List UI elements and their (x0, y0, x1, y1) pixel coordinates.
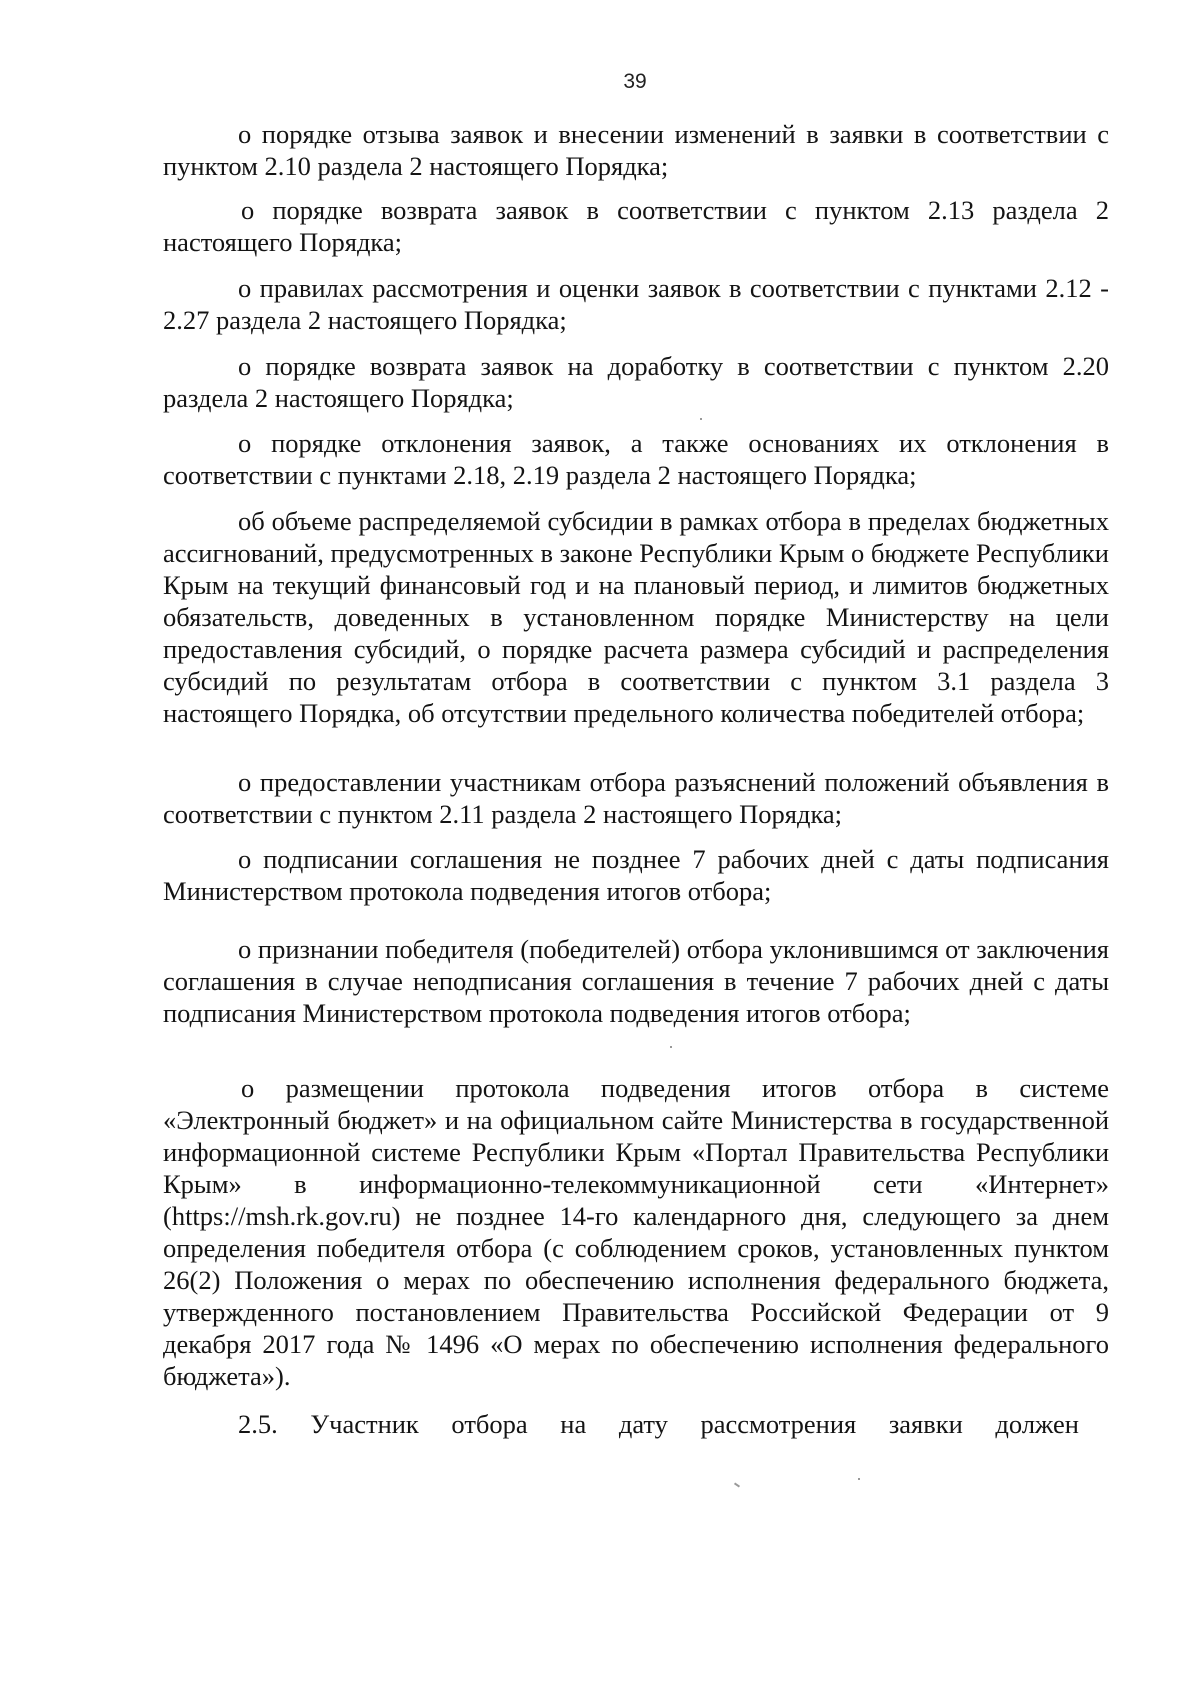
scan-speck (700, 418, 702, 420)
paragraph-2-5: 2.5. Участник отбора на дату рассмотрения заявки должен (238, 1409, 1079, 1439)
scan-speck (734, 1482, 740, 1487)
paragraph-rejection: о порядке отклонения заявок, а также основаниях их отклонения в соответствии с пунктами 2.18, 2.19 раздела 2 настоящего Порядка; (163, 428, 1109, 490)
paragraph-agreement-signing: о подписании соглашения не позднее 7 рабочих дней с даты подписания Министерством протокола подведения итогов отбора; (163, 844, 1109, 906)
paragraph-subsidy-volume: об объеме распределяемой субсидии в рамках отбора в пределах бюджетных ассигнований, предусмотренных в законе Республики Крым о бюджете Республики Крым на текущий финансовый год и на плановый период, и лимитов бюджетных обязательств, доведенных в установленном порядке Министерству на цели предоставления субсидий, о порядке расчета размера субсидий и распределения субсидий по результатам отбора в соответствии с пунктом 3.1 раздела 3 настоящего Порядка, об отсутствии предельного количества победителей отбора; (163, 506, 1109, 728)
paragraph-protocol-publication: о размещении протокола подведения итогов отбора в системе «Электронный бюджет» и на официальном сайте Министерства в государственной информационной системе Республики Крым «Портал Правительства Республики Крым» в информационно-телекоммуникационной сети «Интернет» (https://msh.rk.gov.ru) не позднее 14-го календарного дня, следующего за днем определения победителя отбора (с соблюдением сроков, установленных пунктом 26(2) Положения о мерах по обеспечению исполнения федерального бюджета, утвержденного постановлением Правительства Российской Федерации от 9 декабря 2017 года № 1496 «О мерах по обеспечению исполнения федерального бюджета»). (163, 1073, 1109, 1391)
paragraph-evasion: о признании победителя (победителей) отбора уклонившимся от заключения соглашения в случае неподписания соглашения в течение 7 рабочих дней с даты подписания Министерством протокола подведения итогов отбора; (163, 934, 1109, 1028)
scan-speck (670, 1046, 672, 1048)
paragraph-review-rules: о правилах рассмотрения и оценки заявок в соответствии с пунктами 2.12 - 2.27 раздела 2 настоящего Порядка; (163, 273, 1109, 335)
page-number: 39 (623, 70, 647, 93)
paragraph-clarifications: о предоставлении участникам отбора разъяснений положений объявления в соответствии с пунктом 2.11 раздела 2 настоящего Порядка; (163, 767, 1109, 829)
paragraph-return-rework: о порядке возврата заявок на доработку в соответствии с пунктом 2.20 раздела 2 настоящего Порядка; (163, 351, 1109, 413)
paragraph-return: о порядке возврата заявок в соответствии с пунктом 2.13 раздела 2 настоящего Порядка; (163, 195, 1109, 257)
paragraph-withdrawal: о порядке отзыва заявок и внесении изменений в заявки в соответствии с пунктом 2.10 раздела 2 настоящего Порядка; (163, 119, 1109, 181)
scan-speck (858, 1478, 860, 1480)
